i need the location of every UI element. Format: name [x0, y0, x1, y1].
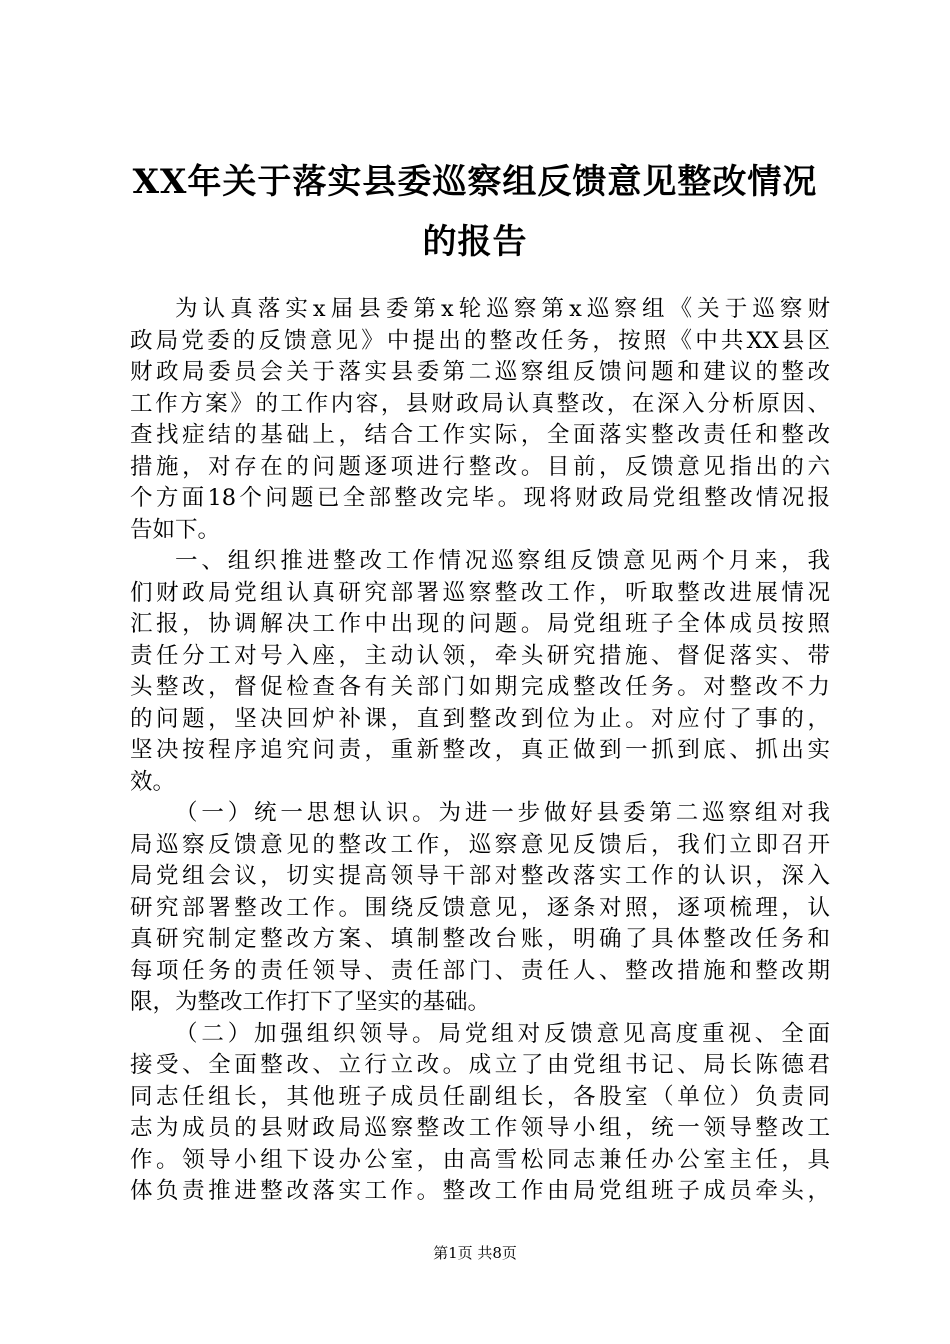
body-line: 查找症结的基础上，结合工作实际，全面落实整改责任和整改	[130, 422, 830, 448]
body-line: 头整改，督促检查各有关部门如期完成整改任务。对整改不力	[130, 674, 830, 700]
body-line: 的问题，坚决回炉补课，直到整改到位为止。对应付了事的，	[130, 705, 830, 732]
body-line: 财政局委员会关于落实县委第二巡察组反馈问题和建议的整改	[130, 359, 830, 385]
body-line: 为认真落实x届县委第x轮巡察第x巡察组《关于巡察财	[175, 296, 830, 322]
body-line: 体负责推进整改落实工作。整改工作由局党组班子成员牵头，	[130, 1178, 830, 1204]
body-line: 工作方案》的工作内容，县财政局认真整改，在深入分析原因、	[130, 390, 830, 417]
body-line: 们财政局党组认真研究部署巡察整改工作，听取整改进展情况	[130, 579, 830, 606]
body-line: 汇报，协调解决工作中出现的问题。局党组班子全体成员按照	[130, 611, 830, 637]
document-title-line-1: XX年关于落实县委巡察组反馈意见整改情况	[132, 162, 818, 202]
body-line: 局巡察反馈意见的整改工作，巡察意见反馈后，我们立即召开	[130, 831, 830, 858]
body-line: 研究部署整改工作。围绕反馈意见，逐条对照，逐项梳理，认	[130, 894, 830, 921]
body-line: 坚决按程序追究问责，重新整改，真正做到一抓到底、抓出实	[130, 737, 830, 763]
body-line: 政局党委的反馈意见》中提出的整改任务，按照《中共XX县区	[130, 327, 830, 354]
page-footer: 第1页 共8页	[433, 1244, 517, 1262]
body-line: 作。领导小组下设办公室，由高雪松同志兼任办公室主任，具	[130, 1146, 830, 1173]
body-line: （一）统一思想认识。为进一步做好县委第二巡察组对我	[175, 800, 830, 826]
body-line: 个方面18个问题已全部整改完毕。现将财政局党组整改情况报	[130, 485, 830, 511]
body-line: 效。	[130, 768, 176, 795]
body-line: 每项任务的责任领导、责任部门、责任人、整改措施和整改期	[130, 957, 830, 984]
document-title-line-2: 的报告	[422, 222, 528, 262]
body-line: 限，为整改工作打下了坚实的基础。	[130, 989, 491, 1015]
body-line: 同志任组长，其他班子成员任副组长，各股室（单位）负责同	[130, 1083, 830, 1110]
body-line: 告如下。	[130, 516, 221, 543]
body-line: 责任分工对号入座，主动认领，牵头研究措施、督促落实、带	[130, 642, 830, 669]
body-line: 接受、全面整改、立行立改。成立了由党组书记、局长陈德君	[130, 1052, 830, 1078]
body-line: （二）加强组织领导。局党组对反馈意见高度重视、全面	[175, 1020, 830, 1047]
document-body	[130, 294, 830, 1208]
body-line: 真研究制定整改方案、填制整改台账，明确了具体整改任务和	[130, 926, 830, 952]
body-line: 措施，对存在的问题逐项进行整改。目前，反馈意见指出的六	[130, 453, 830, 480]
body-line: 一、组织推进整改工作情况巡察组反馈意见两个月来，我	[175, 548, 830, 574]
body-line: 局党组会议，切实提高领导干部对整改落实工作的认识，深入	[130, 863, 830, 889]
body-line: 志为成员的县财政局巡察整改工作领导小组，统一领导整改工	[130, 1115, 830, 1141]
